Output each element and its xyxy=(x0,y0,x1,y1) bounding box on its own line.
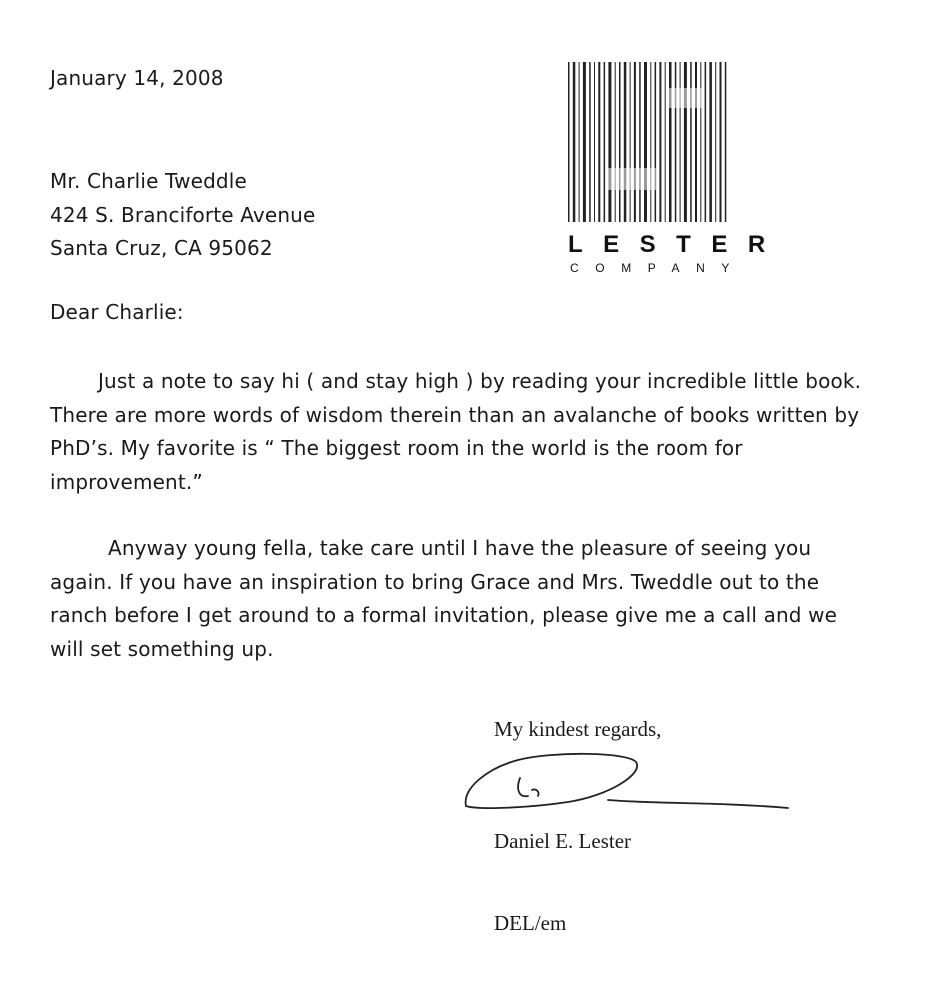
logo-bar xyxy=(615,62,616,222)
logo-bar xyxy=(634,62,636,222)
recipient-street: 424 S. Branciforte Avenue xyxy=(50,202,316,227)
signer-name: Daniel E. Lester xyxy=(494,829,632,853)
barcode-logo-mark xyxy=(566,58,736,228)
paragraph-line: will set something up. xyxy=(50,636,274,661)
paragraph-line: ranch before I get around to a formal invitation, please give me a call and we xyxy=(50,603,838,627)
closing: My kindest regards, xyxy=(494,717,662,741)
typist-initials: DEL/em xyxy=(494,911,567,935)
logo-bar xyxy=(630,62,631,222)
logo-bar xyxy=(695,62,697,222)
recipient-address xyxy=(50,165,315,266)
logo-bar xyxy=(705,62,707,222)
recipient-name: Mr. Charlie Tweddle xyxy=(50,169,247,193)
logo-bar xyxy=(669,62,672,222)
logo-bar xyxy=(598,62,600,222)
logo-bar xyxy=(725,62,727,222)
company-logo xyxy=(566,58,786,278)
logo-bar xyxy=(715,62,716,222)
logo-bar xyxy=(650,62,651,222)
logo-bar xyxy=(568,62,570,222)
logo-bar xyxy=(608,62,611,222)
body-paragraph-1 xyxy=(50,365,910,499)
logo-bar xyxy=(624,62,627,222)
logo-inner-block xyxy=(666,88,702,108)
logo-bar xyxy=(579,62,580,222)
paragraph-line: PhD’s. My favorite is “ The biggest room in the world is the room for xyxy=(50,436,743,460)
logo-bar xyxy=(639,62,641,222)
salutation: Dear Charlie: xyxy=(50,300,184,324)
logo-bar xyxy=(690,62,692,222)
logo-bar xyxy=(675,62,677,222)
logo-bar xyxy=(619,62,621,222)
logo-bar xyxy=(680,62,681,222)
logo-bar xyxy=(604,62,606,222)
paragraph-line: Anyway young fella, take care until I have the pleasure of seeing you xyxy=(108,536,812,560)
logo-bar xyxy=(644,62,647,222)
logo-bar xyxy=(720,62,722,222)
logo-bar xyxy=(709,62,712,222)
body-paragraph-2 xyxy=(50,532,910,666)
logo-subtitle: COMPANY xyxy=(570,261,746,275)
paragraph-line: There are more words of wisdom therein than an avalanche of books written by xyxy=(50,402,860,427)
logo-bar xyxy=(684,62,687,222)
logo-inner-block xyxy=(606,168,656,190)
logo-bar xyxy=(655,62,657,222)
logo-bar xyxy=(583,62,586,222)
logo-bar xyxy=(573,62,576,222)
paragraph-line: Just a note to say hi ( and stay high ) by reading your incredible little book. xyxy=(98,369,862,393)
logo-wordmark: LESTER xyxy=(568,231,786,258)
recipient-city: Santa Cruz, CA 95062 xyxy=(50,236,273,260)
paragraph-line: again. If you have an inspiration to bring Grace and Mrs. Tweddle out to the xyxy=(50,569,820,594)
logo-bar xyxy=(594,62,595,222)
logo-bar xyxy=(659,62,661,222)
logo-bar xyxy=(665,62,666,222)
paragraph-line: improvement.” xyxy=(50,469,203,494)
logo-bar xyxy=(589,62,591,222)
logo-bar xyxy=(700,62,701,222)
letter-date: January 14, 2008 xyxy=(50,66,224,90)
handwritten-signature xyxy=(458,748,798,818)
